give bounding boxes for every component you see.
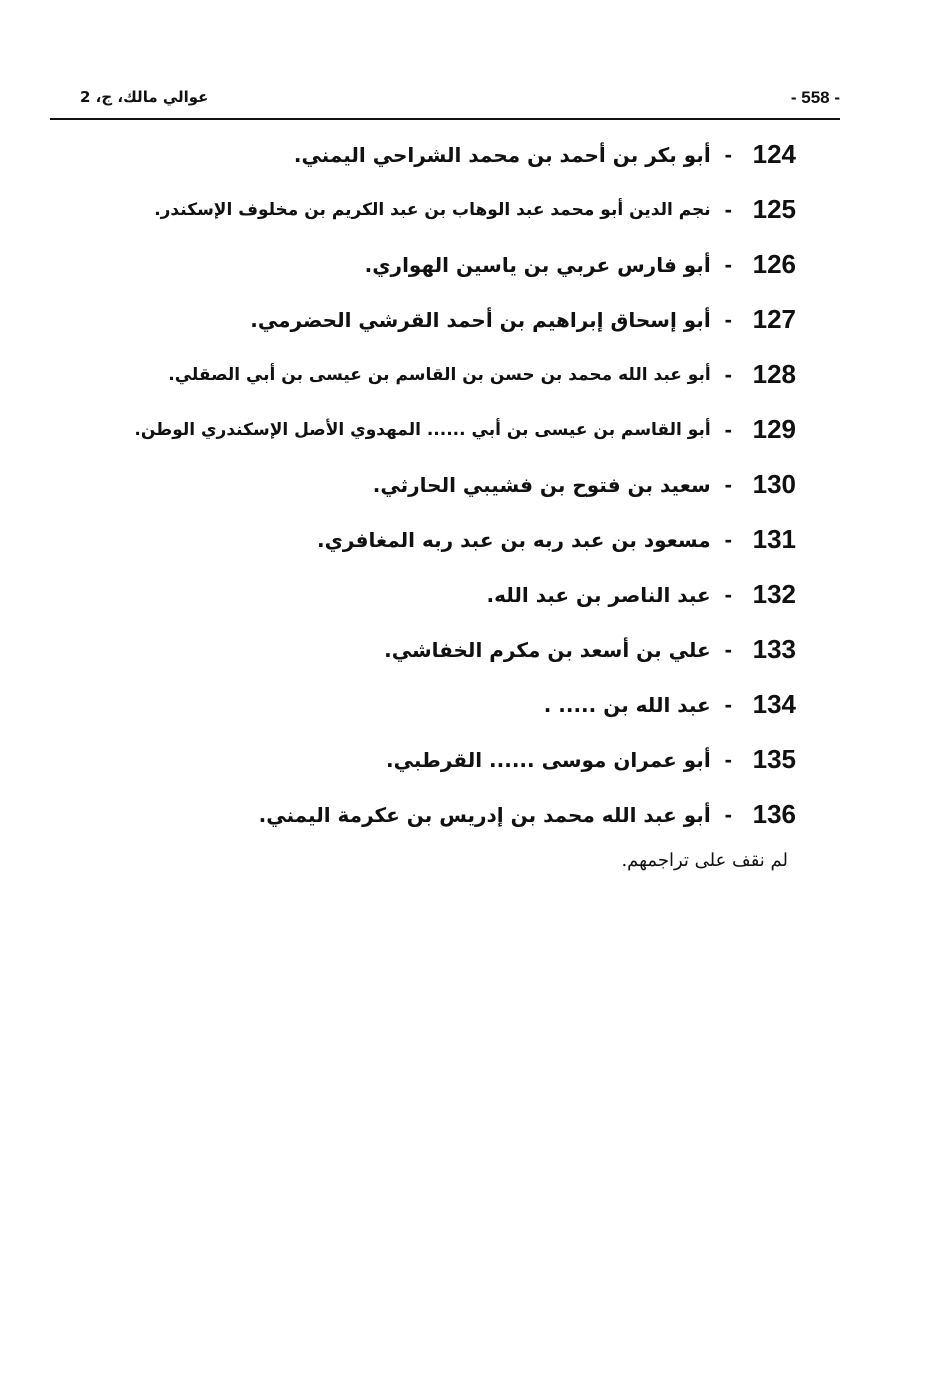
entry-number: 134	[752, 689, 796, 719]
entry-name: أبو فارس عربي بن ياسين الهواري.	[364, 252, 711, 277]
entry-name: مسعود بن عبد ربه بن عبد ربه المغافري.	[316, 527, 711, 552]
running-title: عوالي مالك، ج، 2	[80, 88, 209, 106]
list-item	[96, 182, 796, 237]
list-item	[96, 787, 796, 842]
entry-dash: -	[724, 251, 732, 277]
entry-number: 127	[752, 304, 796, 334]
entry-name: أبو إسحاق إبراهيم بن أحمد القرشي الحضرمي.	[250, 307, 711, 332]
list-item	[96, 512, 796, 567]
entry-dash: -	[724, 196, 732, 222]
entry-dash: -	[724, 471, 732, 497]
list-item	[96, 402, 796, 457]
entry-number: 128	[752, 359, 796, 389]
list-item	[96, 677, 796, 732]
entry-name: علي بن أسعد بن مكرم الخفاشي.	[384, 637, 711, 662]
entry-name: أبو القاسم بن عيسى بن أبي ...... المهدوي الأصل الإسكندري الوطن.	[134, 419, 711, 440]
entry-name: نجم الدين أبو محمد عبد الوهاب بن عبد الكريم بن مخلوف الإسكندر.	[154, 199, 711, 220]
entry-dash: -	[724, 526, 732, 552]
entry-dash: -	[724, 691, 732, 717]
entry-name: عبد الناصر بن عبد الله.	[486, 582, 711, 607]
entry-name: عبد الله بن ..... .	[543, 692, 711, 717]
list-item	[96, 457, 796, 512]
entry-dash: -	[724, 581, 732, 607]
list-item	[96, 127, 796, 182]
list-item	[96, 237, 796, 292]
entry-number: 125	[752, 194, 796, 224]
page-header	[50, 84, 840, 120]
list-item	[96, 567, 796, 622]
entry-number: 132	[752, 579, 796, 609]
entry-number: 135	[752, 744, 796, 774]
entry-dash: -	[724, 361, 732, 387]
list-item	[96, 347, 796, 402]
page-number: - 558 -	[790, 88, 840, 107]
entry-name: أبو بكر بن أحمد بن محمد الشراحي اليمني.	[293, 142, 711, 167]
entry-dash: -	[724, 801, 732, 827]
entry-dash: -	[724, 636, 732, 662]
entry-number: 126	[752, 249, 796, 279]
entry-dash: -	[724, 306, 732, 332]
list-item	[96, 622, 796, 677]
entry-number: 124	[752, 139, 796, 169]
entry-number: 136	[752, 799, 796, 829]
entry-dash: -	[724, 746, 732, 772]
footnote: لم نقف على تراجمهم.	[621, 850, 788, 871]
entry-name: أبو عبد الله محمد بن حسن بن القاسم بن عيسى بن أبي الصقلي.	[168, 364, 711, 385]
entry-number: 129	[752, 414, 796, 444]
entry-name: سعيد بن فتوح بن فشيبي الحارثي.	[372, 472, 711, 497]
list-item	[96, 292, 796, 347]
entry-number: 133	[752, 634, 796, 664]
entry-number: 131	[752, 524, 796, 554]
entry-dash: -	[724, 416, 732, 442]
list-item	[96, 732, 796, 787]
entry-number: 130	[752, 469, 796, 499]
entry-dash: -	[724, 141, 732, 167]
entry-name: أبو عبد الله محمد بن إدريس بن عكرمة اليمني.	[258, 802, 711, 827]
entry-name: أبو عمران موسى ...... القرطبي.	[386, 747, 711, 772]
entry-list	[96, 127, 796, 842]
